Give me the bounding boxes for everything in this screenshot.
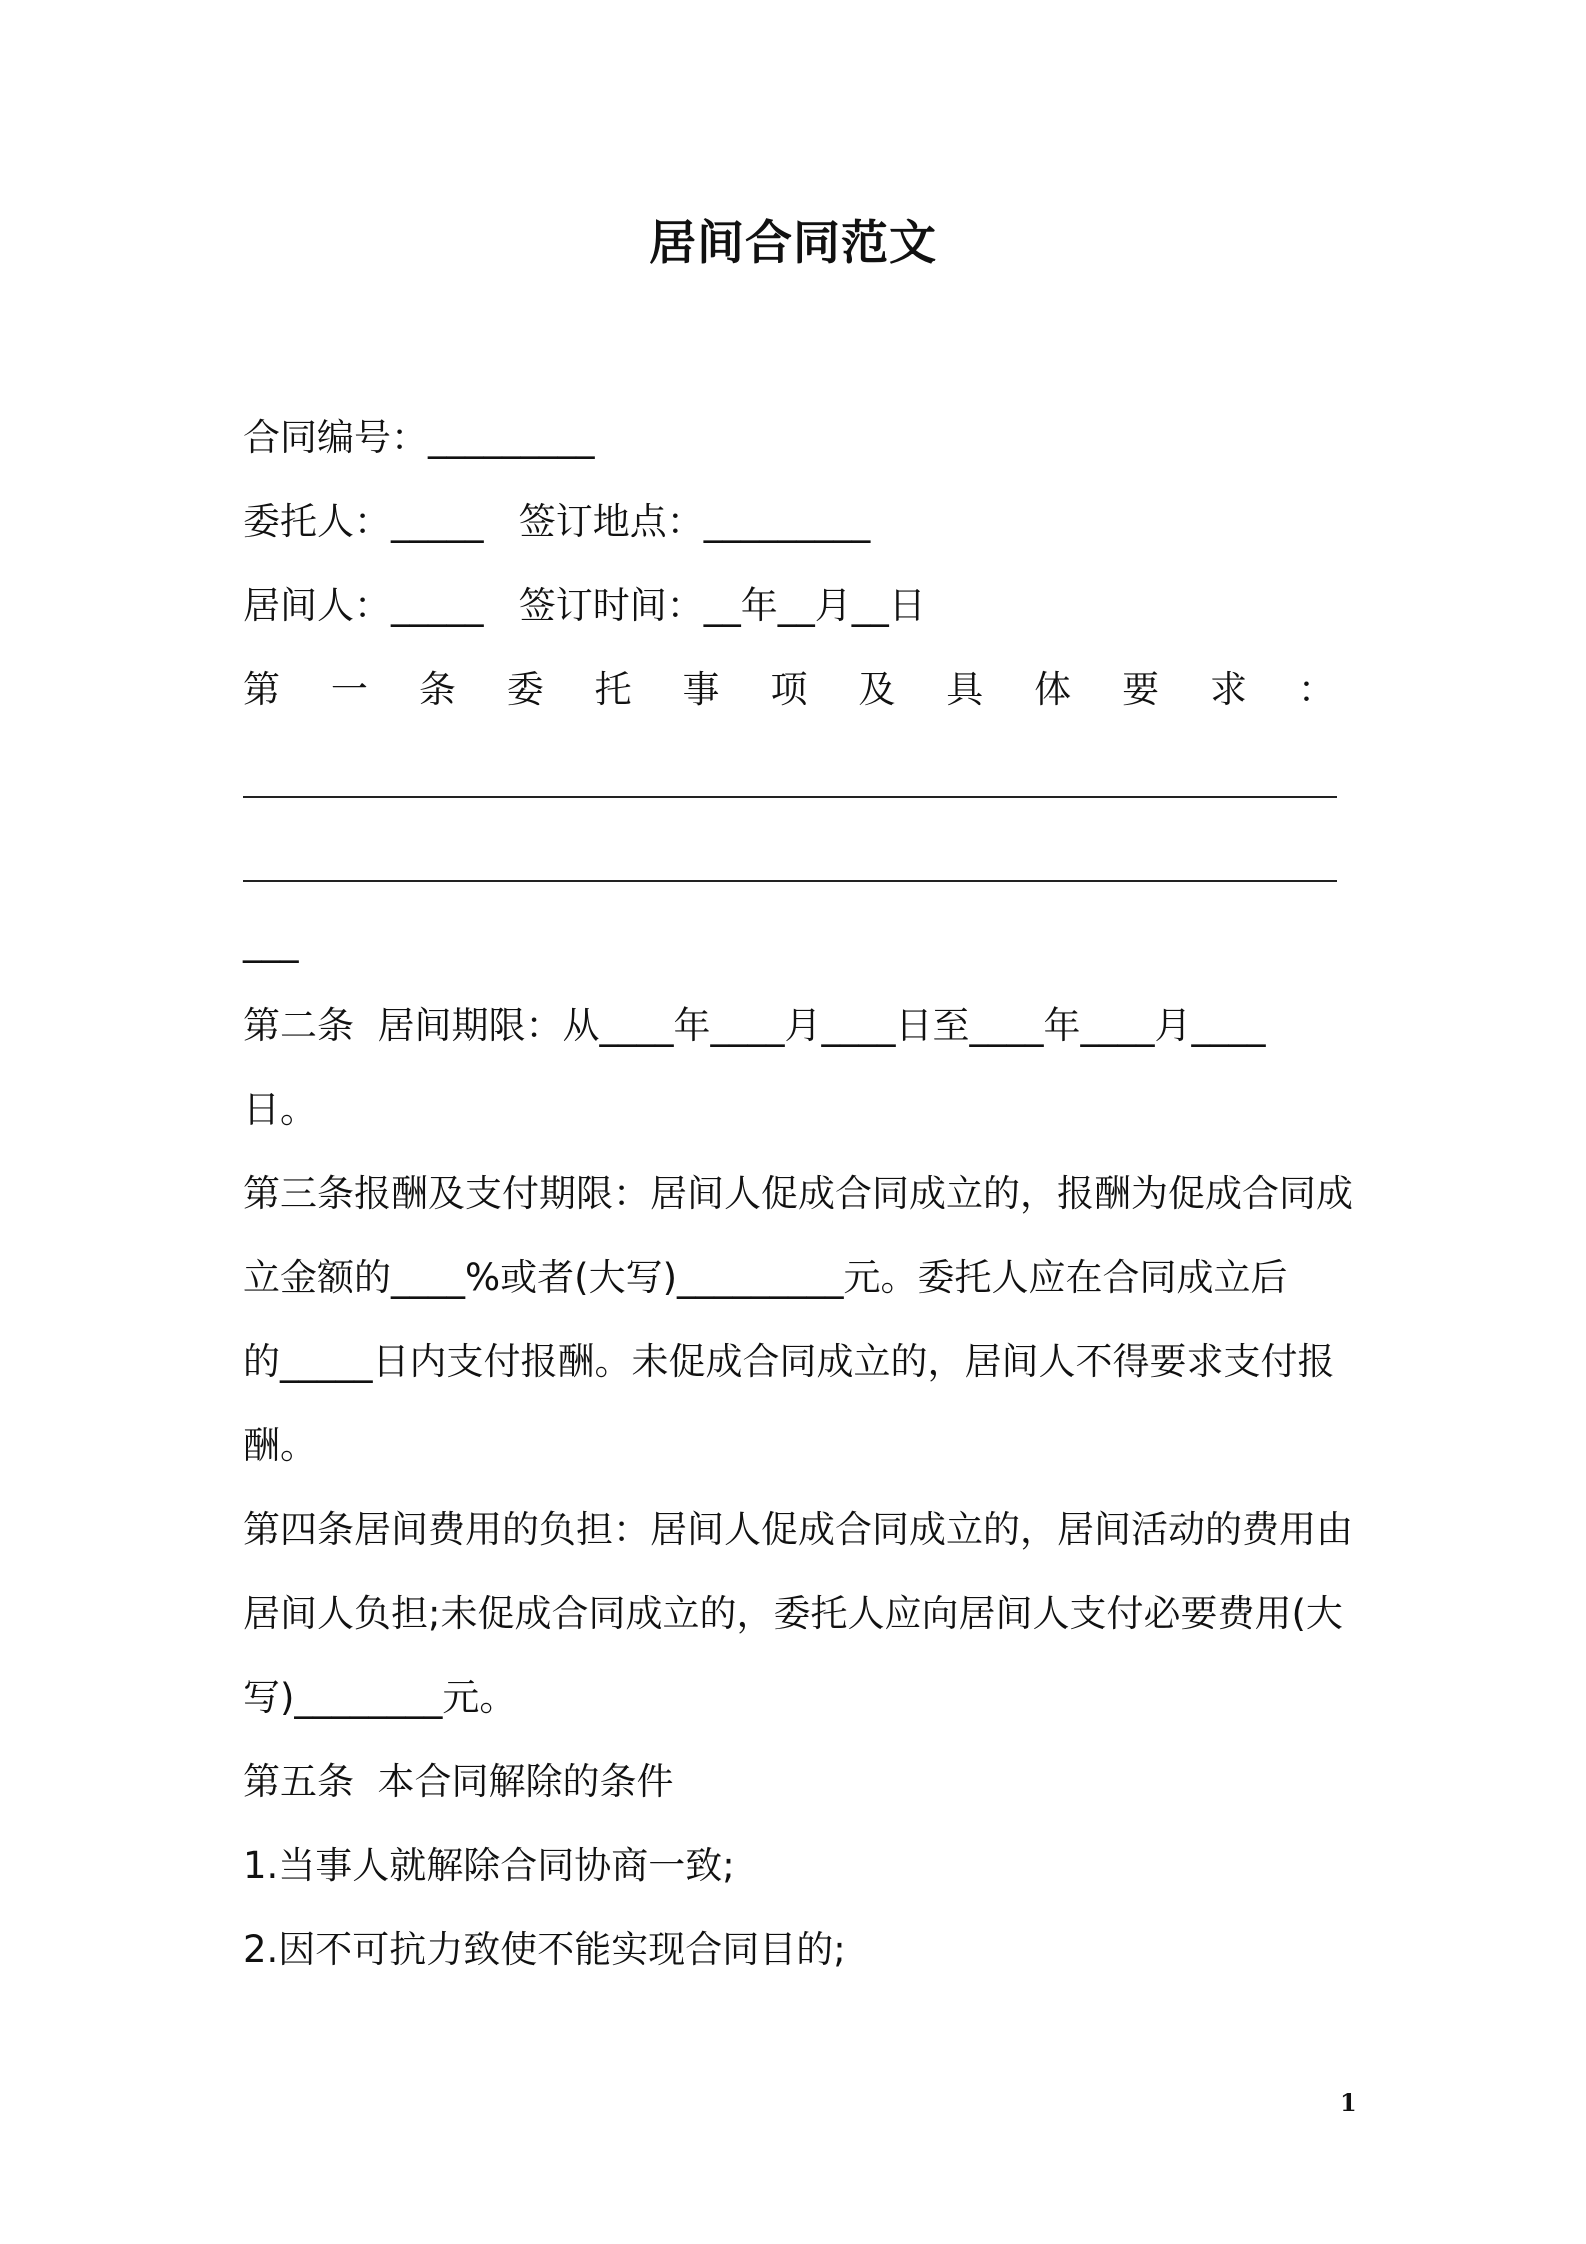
article-5-heading: 第五条 本合同解除的条件 — [243, 1760, 674, 1803]
article-1-char: 一 — [330, 668, 368, 711]
article-1-char: 委 — [506, 668, 544, 711]
article-1-char: 及 — [858, 668, 896, 711]
article-2-line-2: 日。 — [243, 1088, 317, 1131]
article-3-line-3: 的_____日内支付报酬。未促成合同成立的，居间人不得要求支付报 — [243, 1340, 1335, 1383]
blank-underline-1 — [243, 796, 1337, 798]
article-4-line-2: 居间人负担;未促成合同成立的，委托人应向居间人支付必要费用(大 — [243, 1592, 1343, 1635]
article-1-char: 项 — [770, 668, 808, 711]
article-1-char: 第 — [243, 668, 280, 711]
contract-number-line: 合同编号：_________ — [243, 416, 595, 459]
article-1-char: 求 — [1209, 668, 1247, 711]
article-5-item-2: 2.因不可抗力致使不能实现合同目的; — [243, 1928, 846, 1971]
article-1-char: ： — [1297, 668, 1335, 711]
article-1-char: 体 — [1034, 668, 1072, 711]
blank-underline-2 — [243, 880, 1337, 882]
article-1-heading — [243, 660, 1335, 720]
article-1-char: 事 — [682, 668, 720, 711]
article-1-char: 具 — [946, 668, 984, 711]
broker-signing-time-line: 居间人：_____ 签订时间：__年__月__日 — [243, 584, 926, 627]
article-4-line-3: 写)________元。 — [243, 1676, 517, 1719]
article-1-char: 条 — [418, 668, 456, 711]
article-3-line-1: 第三条报酬及支付期限：居间人促成合同成立的，报酬为促成合同成 — [243, 1172, 1353, 1215]
article-1-char: 要 — [1122, 668, 1160, 711]
article-4-line-1: 第四条居间费用的负担：居间人促成合同成立的，居间活动的费用由 — [243, 1508, 1353, 1551]
client-signing-place-line: 委托人：_____ 签订地点：_________ — [243, 500, 871, 543]
article-3-line-2: 立金额的____%或者(大写)_________元。委托人应在合同成立后 — [243, 1256, 1288, 1299]
article-3-line-4: 酬。 — [243, 1424, 317, 1467]
blank-underline-3: ___ — [243, 920, 299, 963]
article-2-line-1: 第二条 居间期限：从____年____月____日至____年____月____ — [243, 1004, 1266, 1047]
article-5-item-1: 1.当事人就解除合同协商一致; — [243, 1844, 735, 1887]
page-number: 1 — [1340, 2088, 1357, 2117]
document-title: 居间合同范文 — [649, 216, 937, 271]
article-1-char: 托 — [594, 668, 632, 711]
